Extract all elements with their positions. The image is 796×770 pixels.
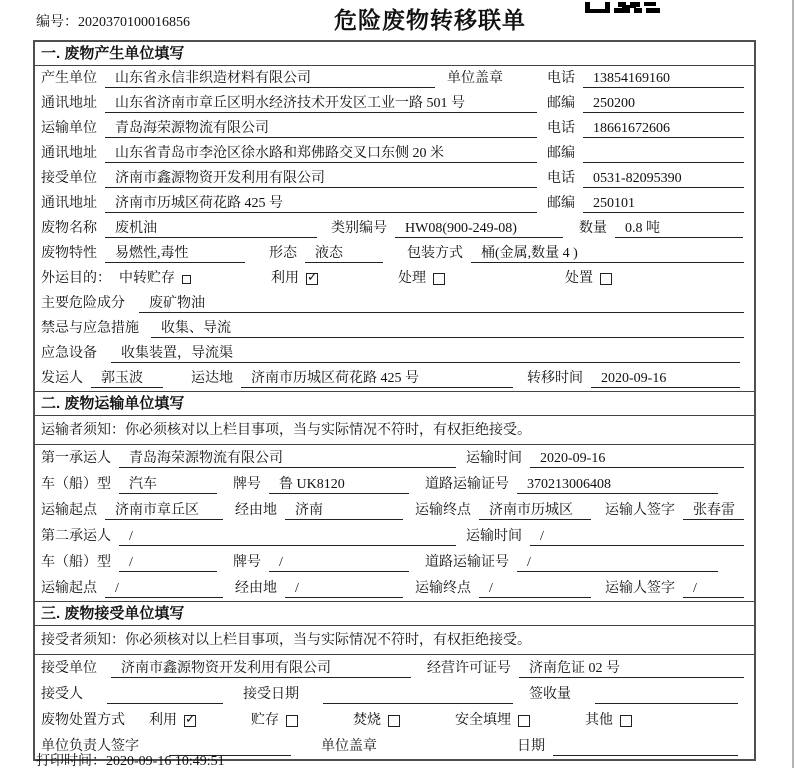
receive-unit-field: 济南市鑫源物资开发利用有限公司 [111,659,411,678]
carrier1-row [35,445,754,471]
waste-name-label: 废物名称 [41,221,97,236]
transfer-form-table [33,40,756,761]
disposal-store-checkbox [286,715,298,727]
section3-title: 三. 废物接受单位填写 [35,602,754,626]
waste-traits-label: 废物特性 [41,246,97,261]
producer-phone-field: 13854169160 [583,69,744,88]
disposal-label: 废物处置方式 [41,713,125,728]
permit1-label: 道路运输证号 [425,477,509,492]
waste-name-row [35,216,754,241]
time2-label: 运输时间 [466,529,522,544]
purpose-option-use: 利用 [271,271,299,286]
transporter-addr-field: 山东省青岛市李沧区徐水路和郑佛路交叉口东侧 20 米 [105,144,537,163]
print-time-value: 2020-09-16 10:49:51 [106,754,225,769]
receiver-row [35,166,754,191]
head-sign-label: 单位负责人签字 [41,739,139,754]
purpose-use-checkbox [306,273,318,285]
qty-field: 0.8 吨 [615,219,743,238]
date2-field [553,737,738,756]
via2-field: / [285,579,403,598]
receiver-addr-row [35,191,754,216]
serial-value: 2020370100016856 [78,15,190,30]
acceptor-field [107,685,223,704]
purpose-dispose-checkbox [600,273,612,285]
receiver-addr-field: 济南市历城区荷花路 425 号 [105,194,537,213]
via1-label: 经由地 [235,503,277,518]
acceptor-row [35,681,754,707]
section2-title: 二. 废物运输单位填写 [35,392,754,416]
vehicle1-field: 汽车 [119,475,217,494]
origin1-field: 济南市章丘区 [105,501,223,520]
page-title: 危险废物转移联单 [334,7,526,33]
end1-field: 济南市历城区 [479,501,591,520]
disposal-option-other: 其他 [585,713,613,728]
via1-field: 济南 [285,501,403,520]
producer-phone-label: 电话 [547,71,575,86]
origin2-label: 运输起点 [41,581,97,596]
producer-field: 山东省永信非织造材料有限公司 [105,69,435,88]
sign1-field: 张春雷 [683,501,744,520]
category-field: HW08(900-249-08) [395,219,563,238]
equip-row [35,341,754,366]
shipper-row [35,366,754,391]
transporter-zip-field [583,144,744,163]
transporter-phone-label: 电话 [547,121,575,136]
carrier2-label: 第二承运人 [41,529,111,544]
producer-zip-label: 邮编 [547,96,575,111]
producer-left [41,69,547,88]
receiver-phone-label: 电话 [547,171,575,186]
transporter-phone-field: 18661672606 [583,119,744,138]
receiver-left [41,169,547,188]
amount-label: 签收量 [529,687,571,702]
transporter-left [41,119,547,138]
page-edge-line [792,0,794,768]
title-wrap [0,2,796,35]
purpose-storage-checkbox [182,275,191,284]
end2-label: 运输终点 [415,581,471,596]
disposal-other-checkbox [620,715,632,727]
producer-addr-left [41,94,547,113]
end1-label: 运输终点 [415,503,471,518]
route1-row [35,497,754,523]
carrier2-row [35,523,754,549]
origin1-label: 运输起点 [41,503,97,518]
vehicle2-label: 车（船）型 [41,555,111,570]
transporter-row [35,116,754,141]
receive-unit-row [35,655,754,681]
hazard-row [35,291,754,316]
transfer-time-field: 2020-09-16 [591,369,740,388]
form-label: 形态 [269,246,297,261]
purpose-label: 外运目的： [41,271,111,286]
qr-code-icon [585,2,663,13]
transfer-time-label: 转移时间 [527,371,583,386]
qty-label: 数量 [579,221,607,236]
purpose-row [35,266,754,291]
license-label: 经营许可证号 [427,661,511,676]
vehicle2-field: / [119,553,217,572]
disposal-option-store: 贮存 [251,713,279,728]
disposal-option-burn: 焚烧 [353,713,381,728]
form-field: 液态 [305,244,383,263]
via2-label: 经由地 [235,581,277,596]
receiver-zip-label: 邮编 [547,196,575,211]
purpose-option-treat: 处理 [398,271,426,286]
purpose-option-storage: 中转贮存 [119,271,175,286]
transport-notice: 运输者须知：你必须核对以上栏目事项，当与实际情况不符时，有权拒绝接受。 [35,416,754,445]
print-time [36,750,225,770]
disposal-option-use: 利用 [149,713,177,728]
producer-addr-label: 通讯地址 [41,96,97,111]
transporter-addr-label: 通讯地址 [41,146,97,161]
section-receive [35,601,754,759]
plate2-label: 牌号 [233,555,261,570]
waste-traits-field: 易燃性,毒性 [105,244,245,263]
transporter-addr-row [35,141,754,166]
waste-traits-row [35,241,754,266]
origin2-field: / [105,579,223,598]
plate1-label: 牌号 [233,477,261,492]
producer-row [35,66,754,91]
vehicle2-row [35,549,754,575]
time1-field: 2020-09-16 [530,449,744,468]
transporter-zip-label: 邮编 [547,146,575,161]
date2-label: 日期 [517,739,545,754]
qr-code-fragment [585,0,663,18]
transporter-label: 运输单位 [41,121,97,136]
pack-field: 桶(金属,数量 4 ) [471,244,744,263]
producer-addr-row [35,91,754,116]
sign2-label: 运输人签字 [605,581,675,596]
sign1-label: 运输人签字 [605,503,675,518]
permit2-field: / [517,553,718,572]
pack-label: 包装方式 [407,246,463,261]
disposal-use-checkbox [184,715,196,727]
time1-label: 运输时间 [466,451,522,466]
unit-seal-label: 单位盖章 [321,739,377,754]
shipper-field: 郭玉波 [91,369,163,388]
receiver-label: 接受单位 [41,171,97,186]
receiver-field: 济南市鑫源物资开发利用有限公司 [105,169,537,188]
hazard-label: 主要危险成分 [41,296,125,311]
dest-field: 济南市历城区荷花路 425 号 [241,369,513,388]
section-producer [35,42,754,391]
receiver-addr-left [41,194,547,213]
accept-date-field [323,685,513,704]
taboo-label: 禁忌与应急措施 [41,321,139,336]
sign2-field: / [683,579,744,598]
carrier1-field: 青岛海荣源物流有限公司 [119,449,456,468]
producer-addr-field: 山东省济南市章丘区明水经济技术开发区工业一路 501 号 [105,94,537,113]
disposal-row [35,707,754,733]
acceptor-label: 接受人 [41,687,83,702]
purpose-treat-checkbox [433,273,445,285]
equip-label: 应急设备 [41,346,97,361]
hazard-field: 废矿物油 [139,294,744,313]
taboo-row [35,316,754,341]
carrier2-left [41,527,466,546]
receiver-zip-field: 250101 [583,194,744,213]
seal-label: 单位盖章 [447,71,503,86]
carrier2-field: / [119,527,456,546]
vehicle1-row [35,471,754,497]
accept-date-label: 接受日期 [243,687,299,702]
receiver-phone-field: 0531-82095390 [583,169,744,188]
amount-field [595,685,738,704]
license-field: 济南危证 02 号 [519,659,744,678]
producer-label: 产生单位 [41,71,97,86]
time2-field: / [530,527,744,546]
equip-field: 收集装置，导流渠 [111,344,740,363]
carrier1-left [41,449,466,468]
category-label: 类别编号 [331,221,387,236]
disposal-burn-checkbox [388,715,400,727]
producer-zip-field: 250200 [583,94,744,113]
transporter-addr-left [41,144,547,163]
vehicle1-label: 车（船）型 [41,477,111,492]
permit2-label: 道路运输证号 [425,555,509,570]
taboo-field: 收集、导流 [151,319,744,338]
plate2-field: / [269,553,409,572]
shipper-label: 发运人 [41,371,83,386]
section-transport [35,391,754,601]
disposal-option-landfill: 安全填埋 [455,713,511,728]
plate1-field: 鲁 UK8120 [269,475,409,494]
serial-label: 编号： [36,15,78,30]
disposal-landfill-checkbox [518,715,530,727]
receiver-addr-label: 通讯地址 [41,196,97,211]
waste-name-field: 废机油 [105,219,317,238]
receive-notice: 接受者须知：你必须核对以上栏目事项，当与实际情况不符时，有权拒绝接受。 [35,626,754,655]
route2-row [35,575,754,601]
receive-unit-label: 接受单位 [41,661,97,676]
page-header [0,0,796,38]
carrier1-label: 第一承运人 [41,451,111,466]
dest-label: 运达地 [191,371,233,386]
print-time-label: 打印时间： [36,754,106,769]
purpose-option-dispose: 处置 [565,271,593,286]
permit1-field: 370213006408 [517,475,718,494]
transporter-field: 青岛海荣源物流有限公司 [105,119,537,138]
section1-title: 一. 废物产生单位填写 [35,42,754,66]
end2-field: / [479,579,591,598]
